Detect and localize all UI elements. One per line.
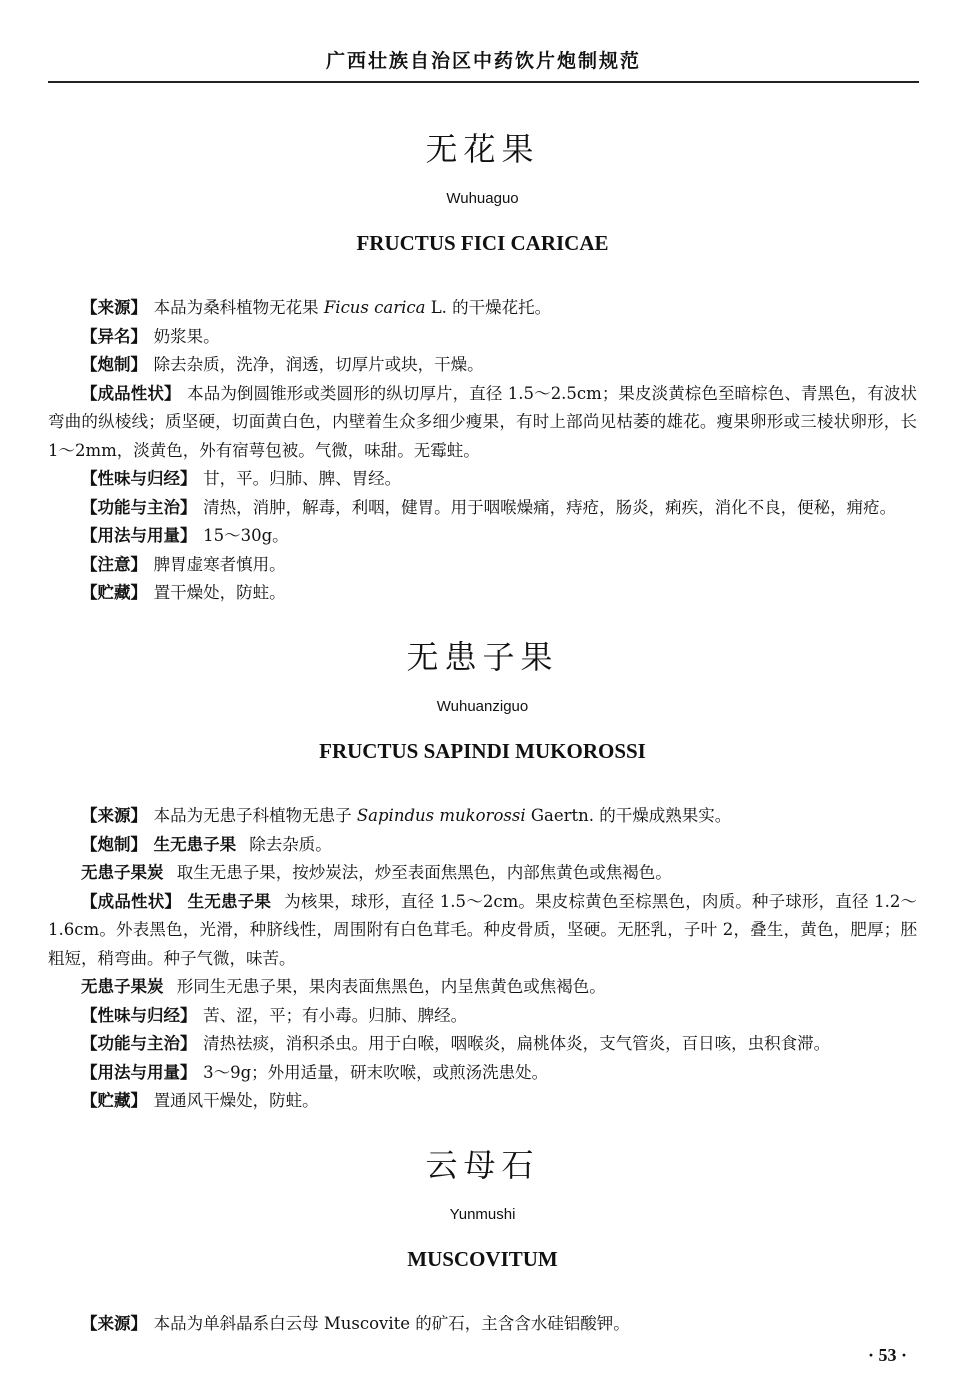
field-sublabel: 无患子果炭 bbox=[81, 863, 164, 882]
latin-binomial: Sapindus mukorossi bbox=[356, 806, 526, 825]
field-text: 为核果，球形，直径 1.5～2cm。果皮棕黄色至棕黑色，肉质。种子球形，直径 1.2～1.6cm。外表黑色，光滑，种脐线性，周围附有白色茸毛。种皮骨质，坚硬。无胚乳，子叶 2，叠生，黄色，肥厚；胚粗短，稍弯曲。种子气微，味苦。 bbox=[48, 891, 918, 968]
field-label: 【注意】 bbox=[81, 554, 147, 574]
field-text: 脾胃虚寒者慎用。 bbox=[153, 554, 286, 574]
page-number: · 53 · bbox=[867, 1345, 907, 1365]
field-label: 【功能与主治】 bbox=[81, 1034, 197, 1053]
entry-field bbox=[48, 465, 917, 494]
entry-field bbox=[48, 323, 917, 352]
field-label: 【贮藏】 bbox=[81, 1091, 147, 1110]
field-label: 【贮藏】 bbox=[81, 583, 147, 602]
entry-pinyin: Wuhuaguo bbox=[446, 190, 519, 207]
latin-binomial: Ficus carica bbox=[323, 298, 426, 317]
field-text: Gaertn. 的干燥成熟果实。 bbox=[525, 806, 732, 825]
field-label: 【成品性状】 bbox=[81, 891, 182, 911]
field-label: 【来源】 bbox=[81, 298, 147, 317]
entry-pinyin: Yunmushi bbox=[449, 1206, 516, 1223]
field-text: 置干燥处，防蛀。 bbox=[153, 583, 286, 602]
field-label: 【用法与用量】 bbox=[81, 1062, 197, 1082]
entry-body bbox=[48, 294, 917, 608]
entry-field bbox=[48, 1087, 917, 1116]
field-text: 清热祛痰，消积杀虫。用于白喉，咽喉炎，扁桃体炎，支气管炎，百日咳，虫积食滞。 bbox=[203, 1034, 831, 1053]
field-text: 甘，平。归肺、脾、胃经。 bbox=[203, 469, 402, 488]
entry-field bbox=[48, 802, 917, 831]
entry-field bbox=[48, 1059, 917, 1088]
entry-title-cn: 无花果 bbox=[425, 130, 540, 168]
field-label: 【性味与归经】 bbox=[81, 469, 197, 488]
field-text: 本品为桑科植物无花果 bbox=[153, 298, 324, 317]
entry-yunmushi bbox=[48, 1140, 917, 1339]
field-label: 【炮制】 bbox=[81, 834, 147, 854]
field-text: 本品为无患子科植物无患子 bbox=[153, 806, 357, 825]
entry-body bbox=[48, 802, 917, 1116]
entry-title-cn: 云母石 bbox=[425, 1146, 540, 1184]
entry-latin-name: MUSCOVITUM bbox=[407, 1247, 558, 1271]
entry-wuhuanziguo bbox=[48, 632, 917, 1116]
field-text: 本品为倒圆锥形或类圆形的纵切厚片，直径 1.5～2.5cm；果皮淡黄棕色至暗棕色、青黑色，有波状弯曲的纵棱线；质坚硬，切面黄白色，内壁着生众多细少瘦果，有时上部尚见枯萎的雄花。瘦果卵形或三棱状卵形，长 1～2mm，淡黄色，外有宿萼包被。气微，味甜。无霉蛀。 bbox=[48, 383, 917, 460]
field-text: 奶浆果。 bbox=[153, 326, 220, 346]
field-text: 苦、涩，平；有小毒。归肺、脾经。 bbox=[203, 1005, 468, 1025]
field-text: 3～9g；外用适量，研末吹喉，或煎汤洗患处。 bbox=[203, 1062, 549, 1082]
field-text: L. 的干燥花托。 bbox=[425, 298, 552, 317]
field-text: 清热，消肿，解毒，利咽，健胃。用于咽喉燥痛，痔疮，肠炎，痢疾，消化不良，便秘，痈疮。 bbox=[203, 497, 897, 517]
entry-field bbox=[48, 973, 917, 1002]
entry-title-cn: 无患子果 bbox=[406, 638, 559, 676]
entry-field bbox=[48, 551, 917, 580]
entry-field bbox=[48, 494, 917, 523]
field-label: 【成品性状】 bbox=[81, 383, 181, 403]
entry-field bbox=[48, 831, 917, 860]
entry-latin-name: FRUCTUS FICI CARICAE bbox=[356, 231, 609, 255]
field-label: 【来源】 bbox=[81, 806, 147, 825]
entry-field bbox=[48, 1310, 917, 1339]
entry-wuhuaguo bbox=[48, 124, 917, 608]
field-label: 【异名】 bbox=[81, 326, 147, 346]
field-text: 形同生无患子果，果肉表面焦黑色，内呈焦黄色或焦褐色。 bbox=[176, 977, 606, 996]
field-text: 15～30g。 bbox=[203, 526, 289, 545]
field-label: 【炮制】 bbox=[81, 355, 147, 374]
field-label: 【来源】 bbox=[81, 1314, 147, 1333]
field-text: 除去杂质，洗净，润透，切厚片或块，干燥。 bbox=[153, 355, 484, 374]
entry-field bbox=[48, 1002, 917, 1031]
entry-field bbox=[48, 579, 917, 608]
field-label: 【功能与主治】 bbox=[81, 497, 197, 517]
entry-field bbox=[48, 888, 917, 974]
entry-pinyin: Wuhuanziguo bbox=[436, 698, 529, 715]
entry-field bbox=[48, 294, 917, 323]
field-sublabel: 无患子果炭 bbox=[81, 977, 164, 996]
field-label: 【用法与用量】 bbox=[81, 526, 197, 545]
entry-field bbox=[48, 1030, 917, 1059]
entry-body bbox=[48, 1310, 917, 1339]
field-text: 本品为单斜晶系白云母 Muscovite 的矿石，主含含水硅铝酸钾。 bbox=[153, 1314, 630, 1333]
field-sublabel: 生无患子果 bbox=[187, 891, 272, 911]
entry-field bbox=[48, 859, 917, 888]
entry-field bbox=[48, 380, 917, 466]
entry-field bbox=[48, 351, 917, 380]
field-label: 【性味与归经】 bbox=[81, 1005, 197, 1025]
field-sublabel: 生无患子果 bbox=[153, 834, 237, 854]
field-text: 除去杂质。 bbox=[249, 834, 332, 854]
entry-latin-name: FRUCTUS SAPINDI MUKOROSSI bbox=[319, 739, 646, 763]
entry-field bbox=[48, 522, 917, 551]
field-text: 取生无患子果，按炒炭法，炒至表面焦黑色，内部焦黄色或焦褐色。 bbox=[176, 863, 672, 882]
field-text: 置通风干燥处，防蛀。 bbox=[153, 1091, 319, 1110]
running-header: 广西壮族自治区中药饮片炮制规范 bbox=[48, 46, 919, 83]
